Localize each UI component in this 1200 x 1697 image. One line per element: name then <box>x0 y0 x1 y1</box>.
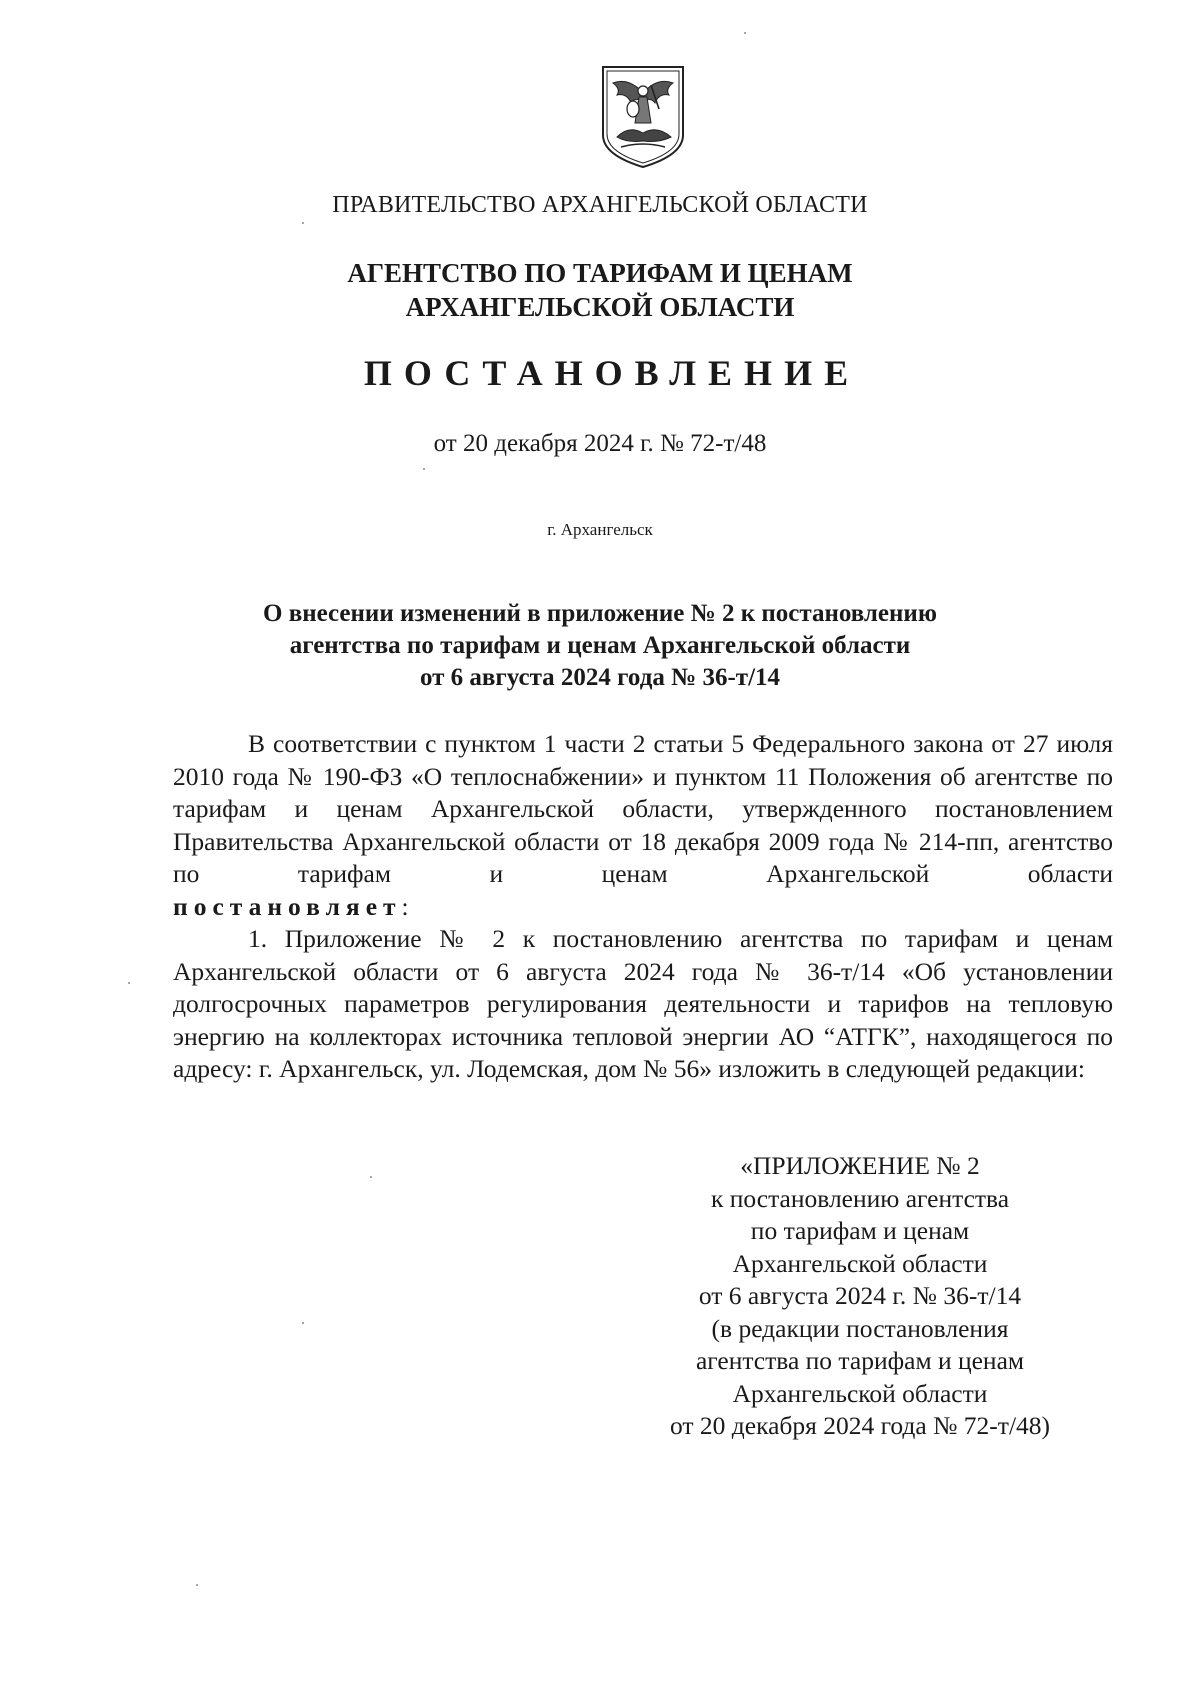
resolves-word: постановляет <box>173 891 402 921</box>
agency-line-2: АРХАНГЕЛЬСКОЙ ОБЛАСТИ <box>405 292 795 322</box>
preamble-text: В соответствии с пунктом 1 части 2 статьи 5 Федерального закона от 27 июля 2010 года № 190-ФЗ «О теплоснабжении» и пунктом 11 Положения об агентстве по тарифам и ценам Архангельской области, утвержденного постановлением Правительства Архангельской области от 18 декабря 2009 года № 214-пп, агентство по тарифам и ценам Архангельской области <box>173 729 1113 888</box>
archangelsk-coat-of-arms-icon <box>599 63 687 171</box>
resolves-colon: : <box>401 891 409 921</box>
annex-header <box>660 1150 1060 1443</box>
annex-line: (в редакции постановления <box>711 1313 1009 1343</box>
agency-heading <box>0 256 1200 324</box>
document-type: ПОСТАНОВЛЕНИЕ <box>363 353 861 393</box>
annex-line: по тарифам и ценам <box>750 1216 970 1245</box>
government-heading: ПРАВИТЕЛЬСТВО АРХАНГЕЛЬСКОЙ ОБЛАСТИ <box>332 192 868 218</box>
scan-speck <box>196 1584 198 1586</box>
subject-line-2: агентства по тарифам и ценам Архангельской области <box>289 632 911 659</box>
annex-line: «ПРИЛОЖЕНИЕ № 2 <box>740 1151 980 1180</box>
date-number: от 20 декабря 2024 г. № 72-т/48 <box>433 430 767 457</box>
scan-speck <box>302 1322 304 1324</box>
body-text <box>173 728 1113 1086</box>
city: г. Архангельск <box>547 520 653 539</box>
subject-line-1: О внесении изменений в приложение № 2 к постановлению <box>263 600 937 627</box>
agency-line-1: АГЕНТСТВО ПО ТАРИФАМ И ЦЕНАМ <box>347 258 853 288</box>
subject-line-3: от 6 августа 2024 года № 36-т/14 <box>419 664 781 691</box>
scan-speck <box>423 468 425 470</box>
scan-speck <box>128 982 130 984</box>
annex-line: от 20 декабря 2024 года № 72-т/48) <box>669 1411 1051 1440</box>
item-1-text: 1. Приложение № 2 к постановлению агентства по тарифам и ценам Архангельской области от 6 августа 2024 года № 36-т/14 «Об установлении долгосрочных параметров регулирования деятельности и тарифов на тепловую энергию на коллекторах источника тепловой энергии АО “АТГК”, находящегося по адресу: г. Архангельск, ул. Лодемская, дом № 56» изложить в следующей редакции: <box>173 924 1113 1083</box>
scan-speck <box>370 1176 372 1178</box>
annex-line: агентства по тарифам и ценам <box>695 1346 1025 1375</box>
scan-speck <box>302 222 304 224</box>
annex-line: Архангельской области <box>732 1248 988 1278</box>
document-subject <box>0 598 1200 694</box>
annex-line: к постановлению агентства <box>710 1183 1010 1213</box>
resolves-paragraph <box>173 891 1113 924</box>
annex-line: от 6 августа 2024 г. № 36-т/14 <box>698 1281 1022 1310</box>
scan-speck <box>744 32 746 34</box>
annex-line: Архангельской области <box>732 1378 988 1408</box>
item-1-paragraph <box>173 923 1113 1086</box>
preamble-paragraph <box>173 728 1113 891</box>
